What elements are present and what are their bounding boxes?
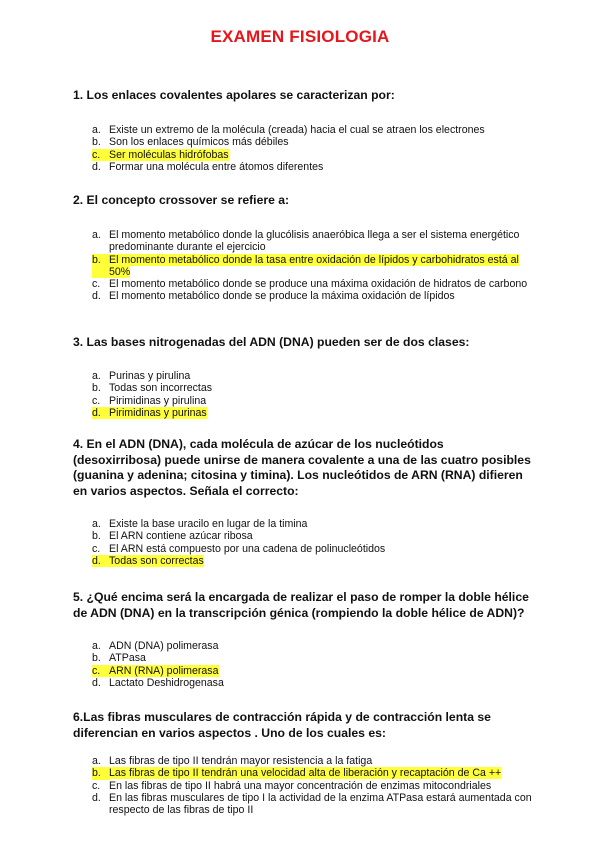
option-text: En las fibras de tipo II habrá una mayor concentración de enzimas mitocondriales: [109, 779, 492, 792]
question-4-options: [92, 518, 532, 567]
option-text-highlighted: Pirimidinas y purinas: [109, 406, 207, 419]
question-6-option-d: [92, 792, 532, 817]
question-1-option-c: [92, 149, 532, 161]
option-letter: b.: [92, 652, 101, 665]
option-text-highlighted: Todas son correctas: [109, 554, 204, 567]
option-text: El momento metabólico donde la glucólisis anaeróbica llega a ser el sistema energético predominante durante el ejercicio: [109, 229, 520, 254]
option-letter: d.: [92, 160, 101, 173]
question-2-option-c: [92, 278, 532, 290]
question-4-option-a: [92, 518, 532, 530]
question-6-option-a: [92, 755, 532, 767]
option-text: Existe un extremo de la molécula (creada) hacia el cual se atraen los electrones: [109, 124, 485, 136]
option-letter: b.: [92, 530, 101, 543]
option-text: Las fibras de tipo II tendrán mayor resistencia a la fatiga: [109, 755, 373, 767]
question-6-option-b: [92, 767, 532, 779]
option-text: En las fibras musculares de tipo I la actividad de la enzima ATPasa estará aumentada con respecto de las fibras de tipo II: [109, 791, 532, 817]
exam-title: EXAMEN FISIOLOGIA: [210, 27, 390, 46]
question-5-option-d: [92, 677, 532, 689]
question-1-option-d: [92, 161, 532, 173]
question-4-option-b: [92, 530, 532, 542]
option-letter: c.: [92, 278, 101, 291]
option-letter: b.: [92, 767, 109, 779]
question-2-option-b: [92, 254, 532, 279]
option-letter: b.: [92, 254, 109, 279]
option-text: ATPasa: [109, 652, 146, 665]
option-letter: a.: [92, 518, 101, 530]
option-text-highlighted: ARN (RNA) polimerasa: [109, 664, 219, 677]
option-letter: d.: [92, 791, 101, 804]
question-5-option-c: [92, 665, 532, 677]
question-2-text: 2. El concepto crossover se refiere a:: [73, 193, 290, 207]
option-letter: a.: [92, 370, 101, 382]
question-2-option-d: [92, 290, 532, 302]
question-3-text: 3. Las bases nitrogenadas del ADN (DNA) pueden ser de dos clases:: [73, 335, 470, 349]
option-letter: a.: [92, 755, 101, 767]
option-text: El momento metabólico donde se produce una máxima oxidación de hidratos de carbono: [109, 278, 528, 291]
option-letter: a.: [92, 124, 101, 136]
option-text: Lactato Deshidrogenasa: [109, 676, 224, 689]
question-1-options: [92, 124, 532, 173]
option-letter: a.: [92, 229, 101, 241]
question-6-options: [92, 755, 532, 816]
option-text-highlighted: Ser moléculas hidrófobas: [109, 148, 229, 161]
question-3-option-c: [92, 395, 532, 407]
question-4-option-c: [92, 543, 532, 555]
option-text: El ARN está compuesto por una cadena de polinucleótidos: [109, 542, 386, 555]
question-3-option-d: [92, 407, 532, 419]
option-letter: c.: [92, 394, 101, 407]
question-6-text: 6.Las fibras musculares de contracción rápida y de contracción lenta se diferencian en varios aspectos . Uno de los cuales es:: [73, 710, 491, 740]
option-letter: a.: [92, 640, 101, 652]
question-5-option-a: [92, 640, 532, 652]
option-text-highlighted: Las fibras de tipo II tendrán una velocidad alta de liberación y recaptación de Ca ++: [109, 767, 502, 780]
option-letter: d.: [92, 676, 101, 689]
question-4-option-d: [92, 555, 532, 567]
question-2-options: [92, 229, 532, 303]
option-letter: b.: [92, 382, 101, 395]
option-text-highlighted: El momento metabólico donde la tasa entre oxidación de lípidos y carbohidratos está al 50%: [109, 253, 519, 278]
option-text: Pirimidinas y pirulina: [109, 394, 207, 407]
question-5-options: [92, 640, 532, 689]
question-3-options: [92, 370, 532, 419]
option-text: Son los enlaces químicos más débiles: [109, 136, 289, 149]
question-6-option-c: [92, 780, 532, 792]
option-letter: b.: [92, 136, 101, 149]
question-2-option-a: [92, 229, 532, 254]
option-letter: d.: [92, 290, 101, 303]
question-1-option-a: [92, 124, 532, 136]
question-1-option-b: [92, 136, 532, 148]
option-text: ADN (DNA) polimerasa: [109, 640, 219, 652]
option-text: Existe la base uracilo en lugar de la timina: [109, 518, 308, 530]
question-1-text: 1. Los enlaces covalentes apolares se caracterizan por:: [73, 88, 395, 102]
question-3-option-a: [92, 370, 532, 382]
option-text: El ARN contiene azúcar ribosa: [109, 530, 253, 543]
option-letter: c.: [92, 542, 101, 555]
option-text: Formar una molécula entre átomos diferentes: [109, 160, 324, 173]
option-letter: c.: [92, 149, 109, 161]
option-text: El momento metabólico donde se produce la máxima oxidación de lípidos: [109, 290, 455, 303]
question-5-text: 5. ¿Qué encima será la encargada de realizar el paso de romper la doble hélice de ADN (DNA) en la transcripción génica (rompiendo la doble hélice de ADN)?: [73, 590, 529, 620]
question-5-option-b: [92, 652, 532, 664]
question-4-text: 4. En el ADN (DNA), cada molécula de azúcar de los nucleótidos (desoxirribosa) puede unirse de manera covalente a una de las cuatro posibles (guanina y adenina; citosina y timina). Los nucleótidos de ARN (RNA) difieren en varios aspectos. Señala el correcto:: [73, 437, 531, 498]
question-3-option-b: [92, 382, 532, 394]
option-letter: c.: [92, 665, 109, 677]
option-text: Purinas y pirulina: [109, 370, 191, 382]
option-letter: c.: [92, 779, 101, 792]
option-letter: d.: [92, 407, 109, 419]
option-text: Todas son incorrectas: [109, 382, 213, 395]
option-letter: d.: [92, 555, 109, 567]
